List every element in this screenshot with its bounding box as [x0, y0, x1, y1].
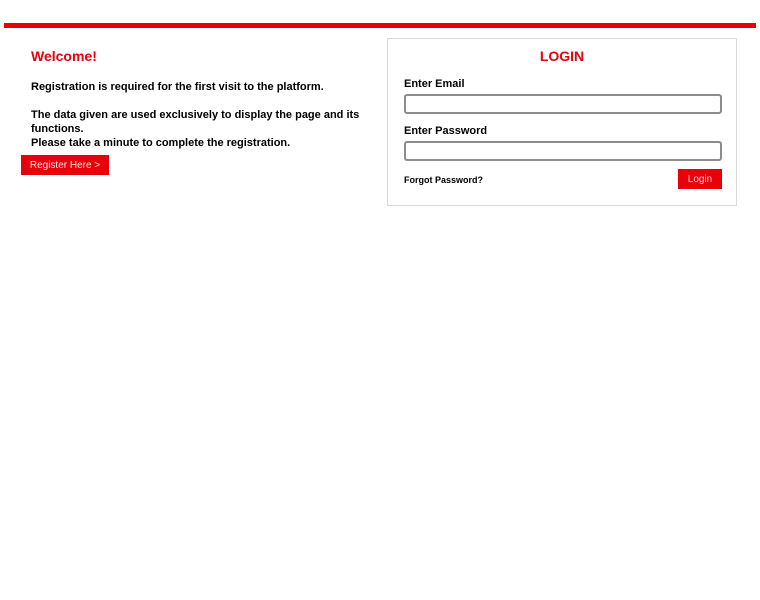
- top-accent-bar: [4, 23, 756, 28]
- login-button[interactable]: Login: [678, 169, 722, 189]
- email-input[interactable]: [404, 94, 722, 114]
- password-label: Enter Password: [404, 125, 488, 137]
- forgot-password-link[interactable]: Forgot Password?: [404, 175, 484, 185]
- password-input[interactable]: [404, 141, 722, 161]
- email-label: Enter Email: [404, 78, 465, 90]
- login-panel: [387, 38, 737, 206]
- login-title: LOGIN: [539, 48, 585, 64]
- data-usage-line-1: The data given are used exclusively to display the page and its functions.: [31, 109, 360, 135]
- registration-required-text: Registration is required for the first visit to the platform.: [31, 81, 324, 93]
- data-usage-line-2: Please take a minute to complete the registration.: [31, 137, 291, 149]
- welcome-title: Welcome!: [31, 48, 97, 64]
- welcome-section: [31, 48, 361, 150]
- data-usage-text: [31, 108, 361, 150]
- register-button[interactable]: Register Here >: [21, 155, 109, 175]
